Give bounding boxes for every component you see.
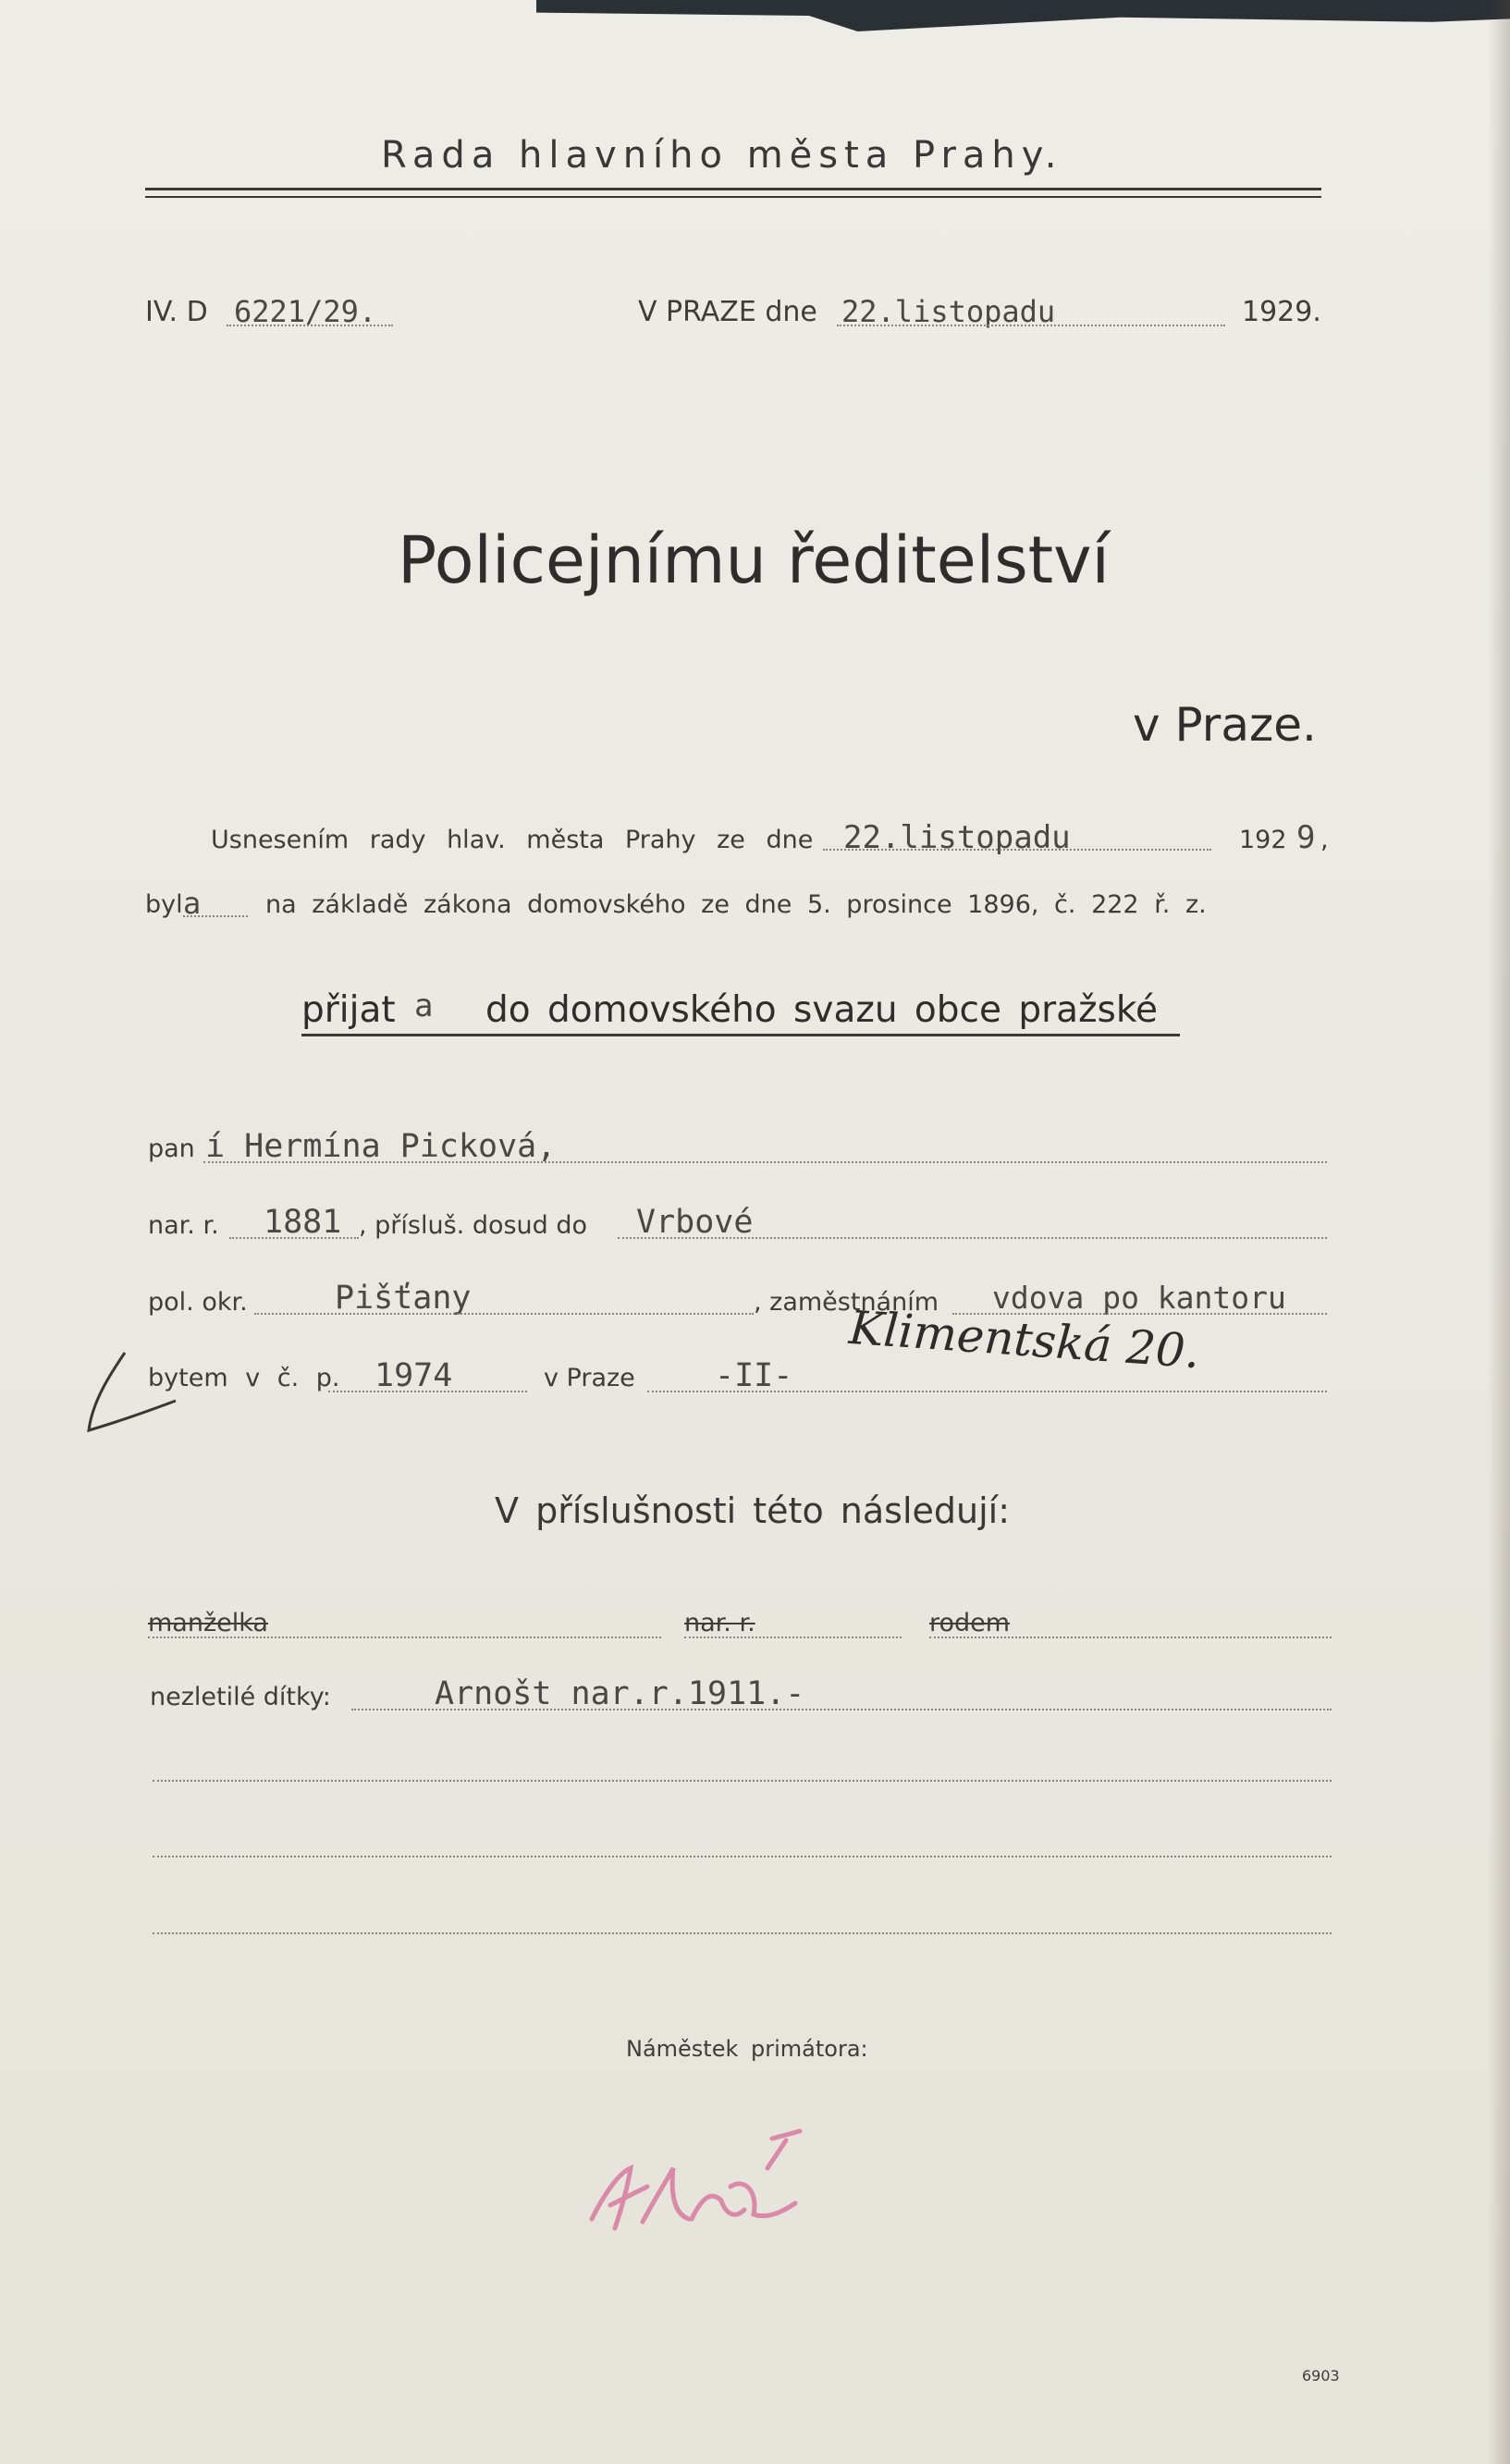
district-label: pol. okr. [148,1288,248,1317]
resolution-date: 22.listopadu [843,819,1071,856]
children-value: Arnošt nar.r.1911.- [435,1675,805,1712]
children-dots [351,1709,1332,1710]
district-value: Pišťany [335,1280,472,1317]
accepted-label: přijat [301,989,396,1031]
signature-image [573,2103,814,2251]
street-handwritten: Klimentská 20. [847,1300,1202,1379]
header-date: 22.listopadu [841,294,1056,329]
followers-heading: V příslušnosti této následují: [495,1490,1011,1531]
residence-dots [647,1391,1327,1392]
born-year-dots [229,1237,359,1239]
blank-line-2 [153,1856,1332,1857]
resolution-year-suffix: , [1320,826,1329,854]
accepted-typed: a [414,987,434,1024]
children-label: nezletilé dítky: [150,1683,331,1711]
reference-number: 6221/29. [234,294,377,329]
addressee-city: v Praze. [1133,698,1317,752]
blank-line-1 [153,1780,1332,1782]
accepted-rest: do domovského svazu obce pražské [485,989,1159,1031]
council-title: Rada hlavního města Prahy. [381,134,1063,177]
wife-dots [148,1637,661,1638]
resolution-year-printed: 192 [1239,826,1287,854]
header-date-dots [837,325,1225,326]
byl-label: byl [145,890,183,919]
born-year: 1881 [264,1204,342,1241]
prague-label: v Praze [544,1364,635,1392]
house-number-dots [328,1391,527,1392]
header-year: 1929. [1242,296,1321,328]
reference-dots [227,325,393,326]
wife-born-dots [684,1637,902,1638]
page-shadow-edge [1488,0,1510,2464]
resolution-date-dots [823,849,1211,851]
wife-born-label: nar. r. [684,1609,755,1637]
form-number: 6903 [1302,2367,1340,2384]
occupation-label: , zaměstnáním [754,1288,939,1317]
resolution-prefix: Usnesením rady hlav. města Prahy ze dne [211,826,814,854]
domicile-label: , přísluš. dosud do [359,1211,588,1240]
place-label: V PRAZE dne [638,296,817,328]
prague-district: -II- [715,1357,793,1394]
domicile-dots [618,1237,1327,1239]
wife-maiden-label: rodem [929,1609,1011,1637]
person-name: í Hermína Picková, [205,1128,557,1165]
domicile-value: Vrbové [636,1204,754,1241]
house-number: 1974 [374,1357,453,1394]
pan-label: pan [148,1134,195,1163]
wife-label: manželka [148,1609,268,1637]
accepted-underline [301,1034,1180,1036]
resolution-year-typed: 9 [1296,819,1316,856]
deputy-label: Náměstek primátora: [626,2036,868,2062]
addressee-title: Policejnímu ředitelství [398,522,1110,598]
header-rule-top [145,188,1321,190]
byl-dots [183,915,248,917]
header-rule-bottom [145,196,1321,198]
residence-label: bytem v č. p. [148,1364,340,1392]
blank-line-3 [153,1932,1332,1934]
law-text: na základě zákona domovského ze dne 5. prosince 1896, č. 222 ř. z. [265,890,1207,919]
born-label: nar. r. [148,1211,219,1240]
occupation-value: vdova po kantoru [992,1280,1286,1316]
district-dots [254,1313,754,1315]
wife-maiden-dots [929,1637,1332,1638]
byl-typed: a [183,886,202,921]
person-name-dots [203,1161,1327,1163]
reference-prefix: IV. D [145,296,208,328]
margin-mark-icon [83,1345,185,1438]
